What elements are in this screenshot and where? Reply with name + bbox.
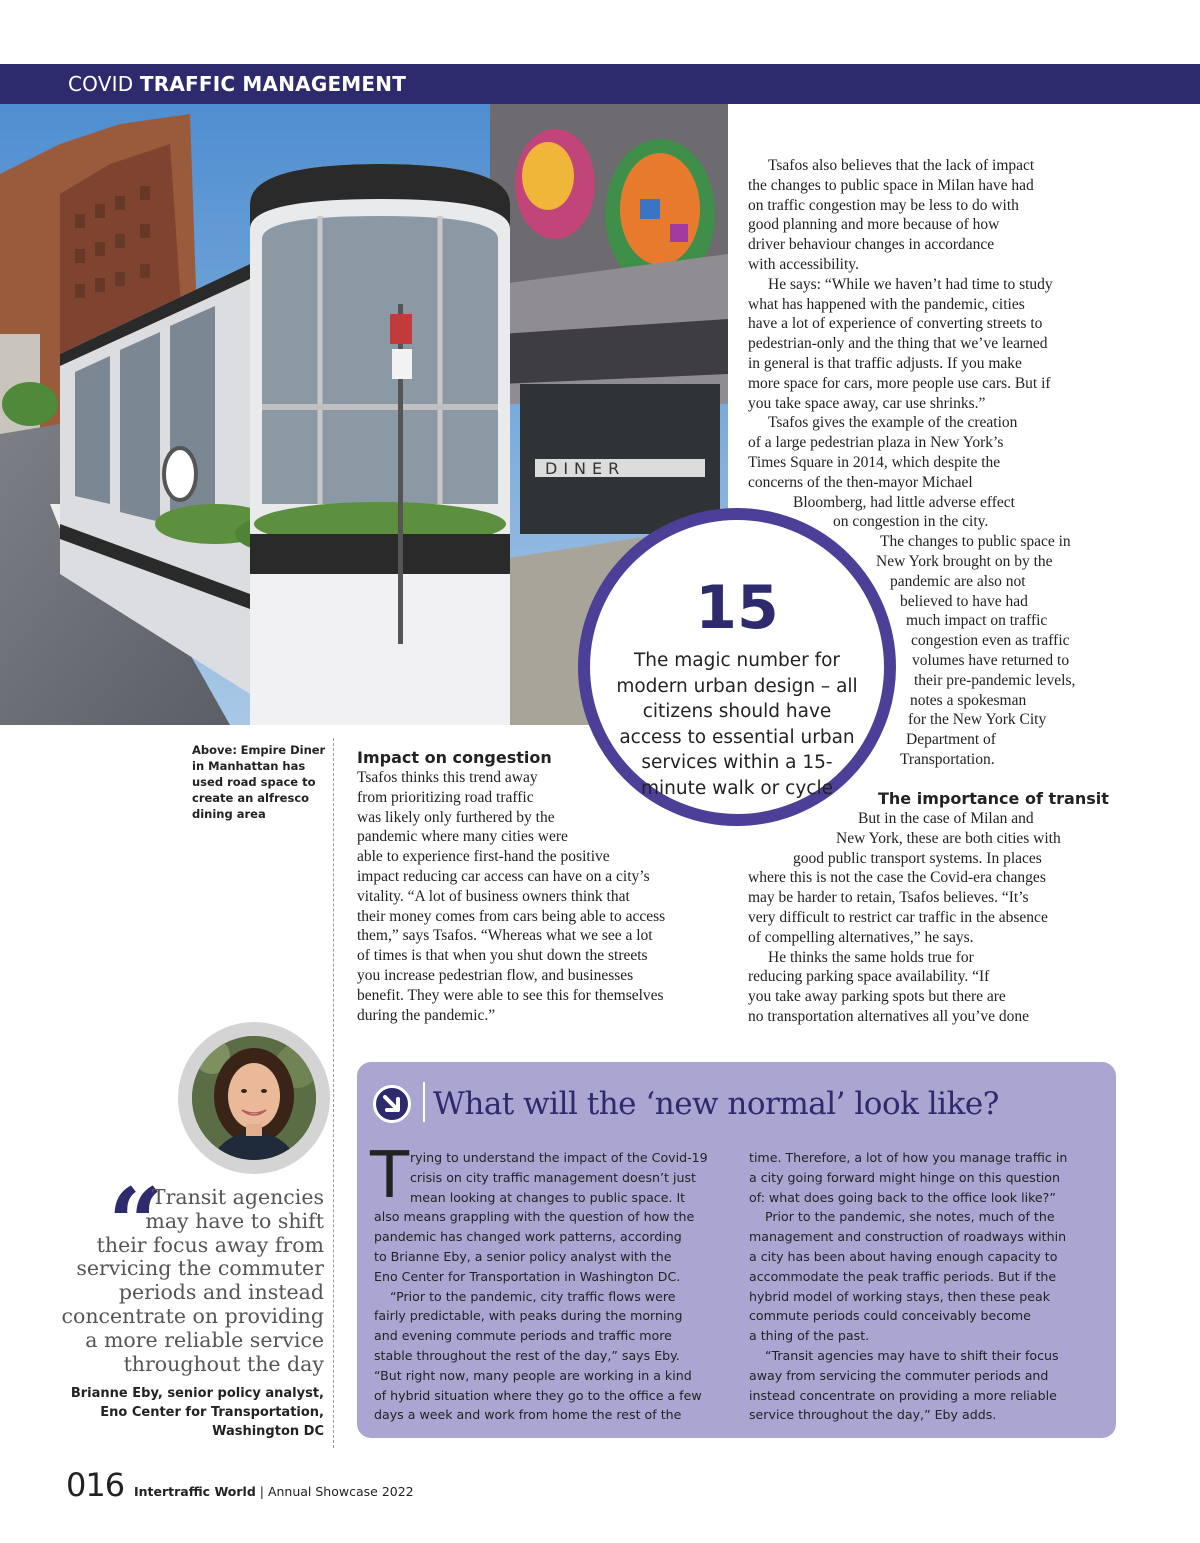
text-line: of a large pedestrian plaza in New York’s — [748, 434, 1004, 452]
text-line: their focus away from — [96, 1232, 324, 1257]
text-line: notes a spokesman — [910, 691, 1027, 709]
text-line: more space for cars, more people use cars. But if — [748, 374, 1051, 392]
section-title-light: COVID — [68, 72, 134, 96]
text-line: on traffic congestion may be less to do with — [748, 196, 1019, 214]
text-line: Eno Center for Transportation, — [100, 1405, 324, 1420]
sidebar-column-2 — [749, 1148, 1104, 1425]
text-line: The changes to public space in — [880, 533, 1071, 551]
footer-publication — [134, 1484, 414, 1499]
text-line: rying to understand the impact of the Covid-19 — [410, 1150, 708, 1165]
text-line: service throughout the day,” Eby adds. — [749, 1407, 997, 1423]
section-title-bold: TRAFFIC MANAGEMENT — [139, 72, 407, 96]
text-line: management and construction of roadways within — [749, 1229, 1067, 1245]
text-line: Transportation. — [900, 750, 995, 768]
sidebar-column-1 — [374, 1148, 734, 1425]
text-line: them,” says Tsafos. “Whereas what we see a lot — [357, 927, 653, 945]
pull-quote — [60, 1186, 324, 1376]
arrow-down-right-icon — [373, 1085, 411, 1123]
text-line: impact reducing car access can have on a city’s — [357, 867, 650, 885]
text-line: a city going forward might hinge on this question — [749, 1169, 1060, 1185]
article-transit-text — [748, 809, 1120, 1027]
text-line: He thinks the same holds true for — [768, 948, 974, 966]
text-line: Transit agencies — [151, 1185, 324, 1209]
text-line: Times Square in 2014, which despite the — [748, 453, 1001, 471]
text-line: concentrate on providing — [61, 1303, 324, 1328]
text-line: good planning and more because of how — [748, 216, 1000, 234]
text-line: He says: “While we haven’t had time to study — [768, 275, 1053, 293]
text-line: pandemic are also not — [890, 572, 1026, 590]
text-line: to Brianne Eby, a senior policy analyst with the — [374, 1248, 672, 1264]
text-line: you increase pedestrian flow, and businesses — [357, 966, 634, 984]
sidebar-box — [357, 1062, 1116, 1438]
text-line: benefit. They were able to see this for themselves — [357, 986, 664, 1004]
text-line: reducing parking space availability. “If — [748, 968, 990, 986]
text-line: concerns of the then-mayor Michael — [748, 473, 973, 491]
column-divider — [333, 738, 334, 1448]
text-line: away from servicing the commuter periods and — [749, 1367, 1049, 1383]
quote-mark-icon: “ — [108, 1167, 164, 1280]
text-line: Tsafos gives the example of the creation — [768, 414, 1018, 432]
text-line: servicing the commuter — [76, 1256, 324, 1281]
text-line: Tsafos also believes that the lack of impact — [768, 157, 1035, 174]
text-line: for the New York City — [908, 711, 1047, 729]
text-line: much impact on traffic — [906, 612, 1048, 630]
text-line: “But right now, many people are working in a kind — [374, 1367, 692, 1383]
text-line: the changes to public space in Milan have had — [748, 176, 1034, 194]
text-line: days a week and work from home the rest of the — [374, 1407, 682, 1423]
sidebar-title: What will the ‘new normal’ look like? — [433, 1086, 999, 1122]
text-line: Bloomberg, had little adverse effect — [793, 493, 1015, 511]
text-line: time. Therefore, a lot of how you manage traffic in — [749, 1150, 1068, 1165]
text-line: But in the case of Milan and — [858, 810, 1034, 827]
text-line: what has happened with the pandemic, cities — [748, 295, 1025, 313]
portrait-illustration — [192, 1036, 316, 1160]
text-line: fairly predictable, with peaks during the morning — [374, 1308, 683, 1324]
pull-quote-attribution — [60, 1384, 324, 1441]
text-line: and evening commute periods and traffic more — [374, 1328, 672, 1344]
text-line: no transportation alternatives all you’ve done — [748, 1007, 1030, 1025]
text-line: New York, these are both cities with — [836, 829, 1061, 847]
text-line: was likely only furthered by the — [357, 808, 555, 826]
caption-lead: Above: — [192, 743, 237, 757]
text-line: you take away parking spots but there are — [748, 988, 1006, 1006]
text-line: commute periods could conceivably become — [749, 1308, 1031, 1324]
text-line: hybrid model of working stays, then these peak — [749, 1288, 1051, 1304]
text-line: a more reliable service — [85, 1327, 324, 1352]
text-line: may have to shift — [145, 1208, 324, 1233]
drop-cap: T — [370, 1139, 410, 1213]
text-line: good public transport systems. In places — [793, 849, 1042, 867]
callout-circle — [578, 508, 896, 826]
text-line: volumes have returned to — [912, 651, 1070, 669]
text-line: believed to have had — [900, 592, 1028, 610]
text-line: throughout the day — [123, 1351, 324, 1376]
text-line: accommodate the peak traffic periods. But if the — [749, 1268, 1057, 1284]
caption-text: Empire Diner in Manhattan has used road space to create an alfresco dining area — [192, 743, 326, 821]
text-line: of compelling alternatives,” he says. — [748, 928, 974, 946]
text-line: on congestion in the city. — [833, 513, 989, 531]
text-line: have a lot of experience of converting streets to — [748, 315, 1043, 333]
text-line: Washington DC — [212, 1424, 324, 1439]
text-line: pedestrian-only and the thing that we’ve learned — [748, 335, 1048, 353]
text-line: able to experience first-hand the positive — [357, 848, 610, 866]
title-divider — [423, 1082, 425, 1122]
page-number: 016 — [66, 1466, 125, 1504]
text-line: instead concentrate on providing a more reliable — [749, 1387, 1057, 1403]
text-line: Tsafos thinks this trend away — [357, 769, 538, 786]
text-line: New York brought on by the — [876, 552, 1053, 570]
text-line: Eno Center for Transportation in Washington DC. — [374, 1268, 681, 1284]
text-line: their money comes from cars being able to access — [357, 907, 666, 925]
text-line: from prioritizing road traffic — [357, 788, 534, 806]
text-line: pandemic has changed work patterns, according — [374, 1229, 682, 1245]
text-line: of hybrid situation where they go to the office a few — [374, 1387, 702, 1403]
text-line: stable throughout the rest of the day,” says Eby. — [374, 1347, 680, 1363]
text-line: “Transit agencies may have to shift their focus — [765, 1347, 1059, 1363]
callout-text: The magic number for modern urban design – all citizens should have access to essential urban services within a 15-minute walk or cycle — [616, 650, 858, 799]
section-title — [68, 72, 406, 96]
photo-caption — [192, 742, 327, 822]
subhead-impact: Impact on congestion — [357, 748, 552, 767]
text-line: you take space away, car use shrinks.” — [748, 394, 986, 412]
text-line: congestion even as traffic — [911, 632, 1070, 650]
diner-sign: DINER — [545, 459, 626, 478]
text-line: their pre-pandemic levels, — [914, 671, 1076, 689]
text-line: Prior to the pandemic, she notes, much of the — [765, 1209, 1055, 1225]
callout-number: 15 — [695, 573, 779, 643]
text-line: Brianne Eby, senior policy analyst, — [70, 1386, 324, 1401]
portrait-frame — [178, 1022, 330, 1174]
text-line: crisis on city traffic management doesn’t just — [410, 1169, 696, 1185]
issue-name: Annual Showcase 2022 — [267, 1484, 414, 1499]
text-line: pandemic where many cities were — [357, 828, 568, 846]
text-line: with accessibility. — [748, 255, 859, 273]
text-line: may be harder to retain, Tsafos believes. “It’s — [748, 889, 1029, 907]
text-line: vitality. “A lot of business owners think that — [357, 887, 630, 905]
text-line: in general is that traffic adjusts. If you make — [748, 354, 1022, 372]
text-line: Department of — [906, 731, 996, 749]
text-line: very difficult to restrict car traffic in the absence — [748, 908, 1048, 926]
text-line: also means grappling with the question of how the — [374, 1209, 695, 1225]
text-line: periods and instead — [118, 1280, 324, 1305]
text-line: mean looking at changes to public space. It — [410, 1189, 686, 1205]
text-line: where this is not the case the Covid-era changes — [748, 869, 1046, 887]
footer-separator: | — [255, 1484, 268, 1499]
text-line: “Prior to the pandemic, city traffic flows were — [390, 1288, 676, 1304]
section-header-bar — [0, 64, 1200, 104]
text-line: during the pandemic.” — [357, 1006, 496, 1024]
subhead-transit: The importance of transit — [878, 789, 1109, 808]
brianne-eby-portrait — [192, 1036, 316, 1160]
text-line: of times is that when you shut down the streets — [357, 947, 648, 965]
text-line: a city has been about having enough capacity to — [749, 1248, 1058, 1264]
text-line: driver behaviour changes in accordance — [748, 236, 995, 254]
magazine-name: Intertraffic World — [134, 1484, 256, 1499]
text-line: of: what does going back to the office look like?” — [749, 1189, 1056, 1205]
text-line: a thing of the past. — [749, 1328, 870, 1344]
